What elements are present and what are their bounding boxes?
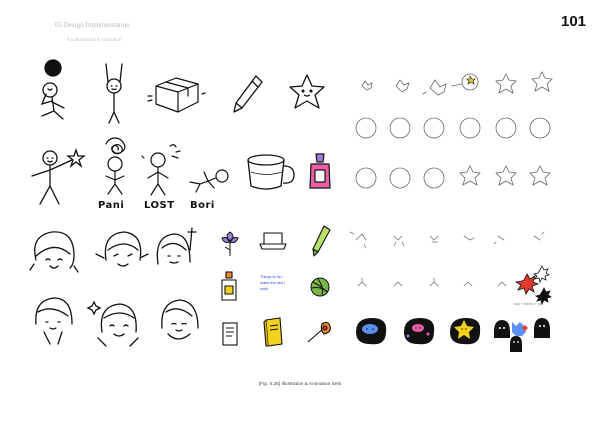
glass-mug-icon [244, 152, 298, 194]
subsection-title: 5.5 Illustration & Animation [67, 37, 122, 42]
blue-blob-character [350, 314, 390, 348]
firework-animation-frames [346, 222, 560, 312]
figure-caption: [Fig. 5.26] Illustration & Animation Sets [258, 382, 342, 387]
ghost-characters-group [490, 312, 556, 356]
yellow-star-blob-character [444, 314, 484, 348]
page-number: 101 [561, 13, 587, 30]
girl-character-calm [156, 294, 204, 346]
label-bored: Bori [190, 200, 215, 211]
section-title: 05 Design Implementation [55, 21, 130, 29]
girl-character-excited [94, 226, 150, 274]
girl-character-sparkling [90, 296, 146, 348]
yellow-book-icon [262, 316, 286, 348]
girl-character-shy [30, 292, 78, 346]
smiling-star-icon [286, 72, 328, 114]
perfume-bottle-icon [220, 270, 238, 302]
purple-flower-icon [218, 228, 242, 260]
laptop-icon [258, 230, 288, 252]
stick-figure-panic [98, 134, 138, 198]
pink-blob-character [398, 314, 438, 348]
match-flame-icon [304, 318, 334, 346]
star-animation-frames [346, 62, 560, 198]
stick-figure-hanging [98, 60, 130, 126]
girl-character-raising-hand [152, 224, 200, 274]
green-yarn-ball-icon [308, 276, 332, 298]
stick-figure-star-cheering [28, 146, 88, 208]
blue-handwritten-note: Things to try / make the bed / work [260, 275, 286, 291]
stick-figure-sitting-thinking [30, 56, 80, 126]
stick-figure-lost [140, 140, 186, 198]
pencil-icon [230, 72, 266, 116]
label-lost: LOST [144, 200, 175, 211]
girl-character-laughing [28, 226, 80, 276]
green-highlighter-icon [310, 224, 332, 258]
small-animation-caption: scy + bored + yk [514, 302, 542, 306]
cardboard-box-icon [146, 74, 206, 116]
label-panic: Pani [98, 200, 125, 211]
yellow-star-frame [467, 76, 475, 84]
notebook-icon [220, 320, 240, 348]
pink-bottle-icon [306, 150, 334, 192]
stick-figure-lying-bored [186, 162, 232, 196]
